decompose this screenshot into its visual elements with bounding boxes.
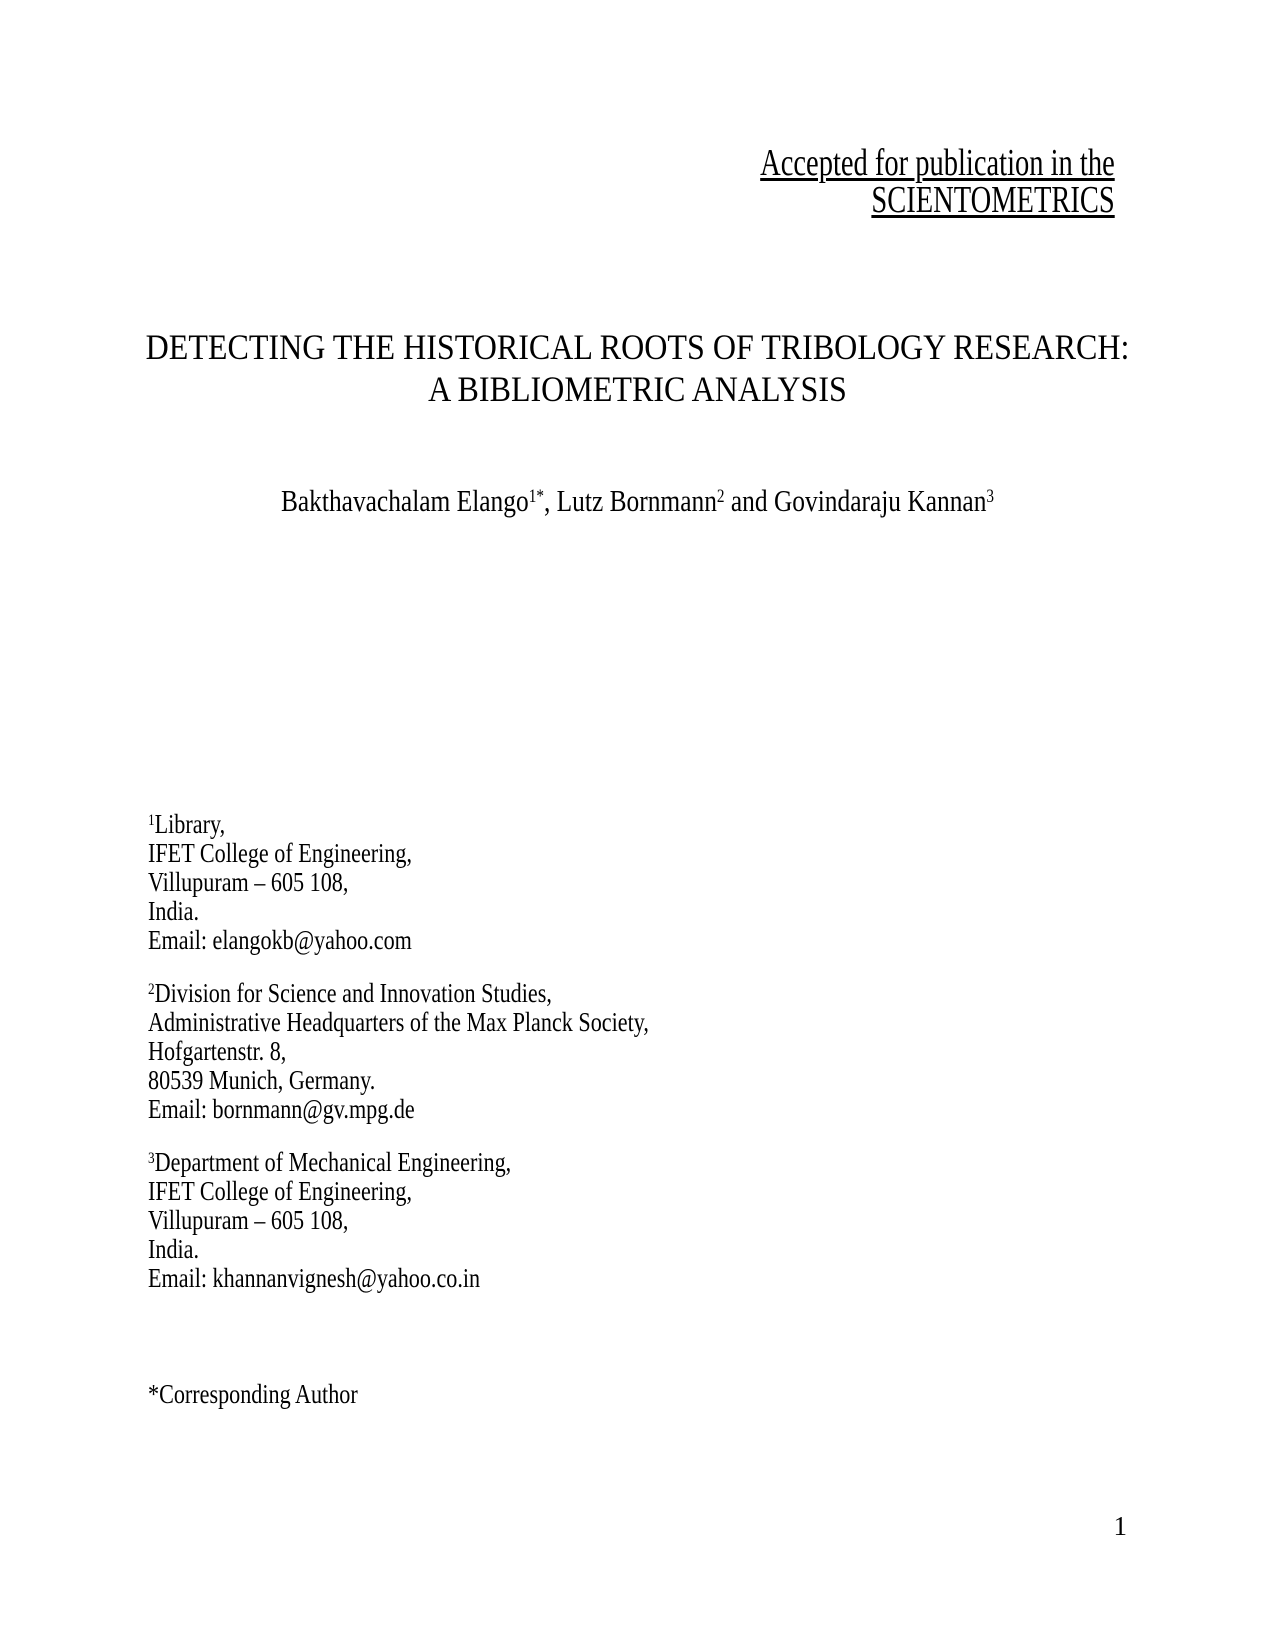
affiliation-3-line2: IFET College of Engineering, xyxy=(148,1176,412,1206)
affiliation-1-marker: 1 xyxy=(148,811,155,830)
affiliation-2-line2: Administrative Headquarters of the Max Planck Society, xyxy=(148,1007,649,1037)
affiliation-2-line4: 80539 Munich, Germany. xyxy=(148,1065,376,1095)
affiliation-2-line3: Hofgartenstr. 8, xyxy=(148,1036,287,1066)
page-number: 1 xyxy=(1113,1511,1127,1541)
affiliation-1-line2: IFET College of Engineering, xyxy=(148,838,412,868)
affiliation-1-email: Email: elangokb@yahoo.com xyxy=(148,925,412,955)
affiliation-3-unit: Department of Mechanical Engineering, xyxy=(154,1147,512,1177)
affiliation-3-line4: India. xyxy=(148,1234,200,1264)
affiliation-1 xyxy=(148,810,649,955)
affiliation-2-marker: 2 xyxy=(148,980,155,999)
affiliation-3 xyxy=(148,1148,649,1293)
affiliation-1-line1 xyxy=(148,810,649,839)
author-2-affiliation-marker: 2 xyxy=(716,486,725,508)
affiliation-1-line4: India. xyxy=(148,896,200,926)
paper-title-line2: A BIBLIOMETRIC ANALYSIS xyxy=(428,369,847,409)
affiliation-3-marker: 3 xyxy=(148,1149,155,1168)
paper-title xyxy=(70,326,1205,410)
acceptance-note-text: Accepted for publication in the xyxy=(760,142,1115,184)
affiliation-3-line1 xyxy=(148,1148,649,1177)
journal-name-line xyxy=(760,179,1115,221)
affiliation-2-unit: Division for Science and Innovation Studies, xyxy=(154,978,552,1008)
affiliation-3-line3: Villupuram – 605 108, xyxy=(148,1205,349,1235)
affiliations-section xyxy=(148,810,649,1293)
affiliation-1-unit: Library, xyxy=(154,809,226,839)
corresponding-author-note: *Corresponding Author xyxy=(148,1379,358,1409)
author-line xyxy=(115,483,1161,519)
affiliation-1-line3: Villupuram – 605 108, xyxy=(148,867,349,897)
author-1-name: Bakthavachalam Elango xyxy=(280,483,529,518)
affiliation-3-email: Email: khannanvignesh@yahoo.co.in xyxy=(148,1263,481,1293)
author-3-name: and Govindaraju Kannan xyxy=(724,483,987,518)
paper-title-line1: DETECTING THE HISTORICAL ROOTS OF TRIBOLOGY RESEARCH: xyxy=(145,327,1130,367)
affiliation-2-email: Email: bornmann@gv.mpg.de xyxy=(148,1094,415,1124)
affiliation-2-line1 xyxy=(148,979,649,1008)
acceptance-note-line xyxy=(760,142,1115,184)
author-3-affiliation-marker: 3 xyxy=(986,486,995,508)
acceptance-note xyxy=(760,142,1115,221)
journal-name: SCIENTOMETRICS xyxy=(871,179,1115,221)
author-2-name: , Lutz Bornmann xyxy=(543,483,717,518)
author-1-affiliation-marker: 1* xyxy=(528,486,544,508)
affiliation-2 xyxy=(148,979,649,1124)
